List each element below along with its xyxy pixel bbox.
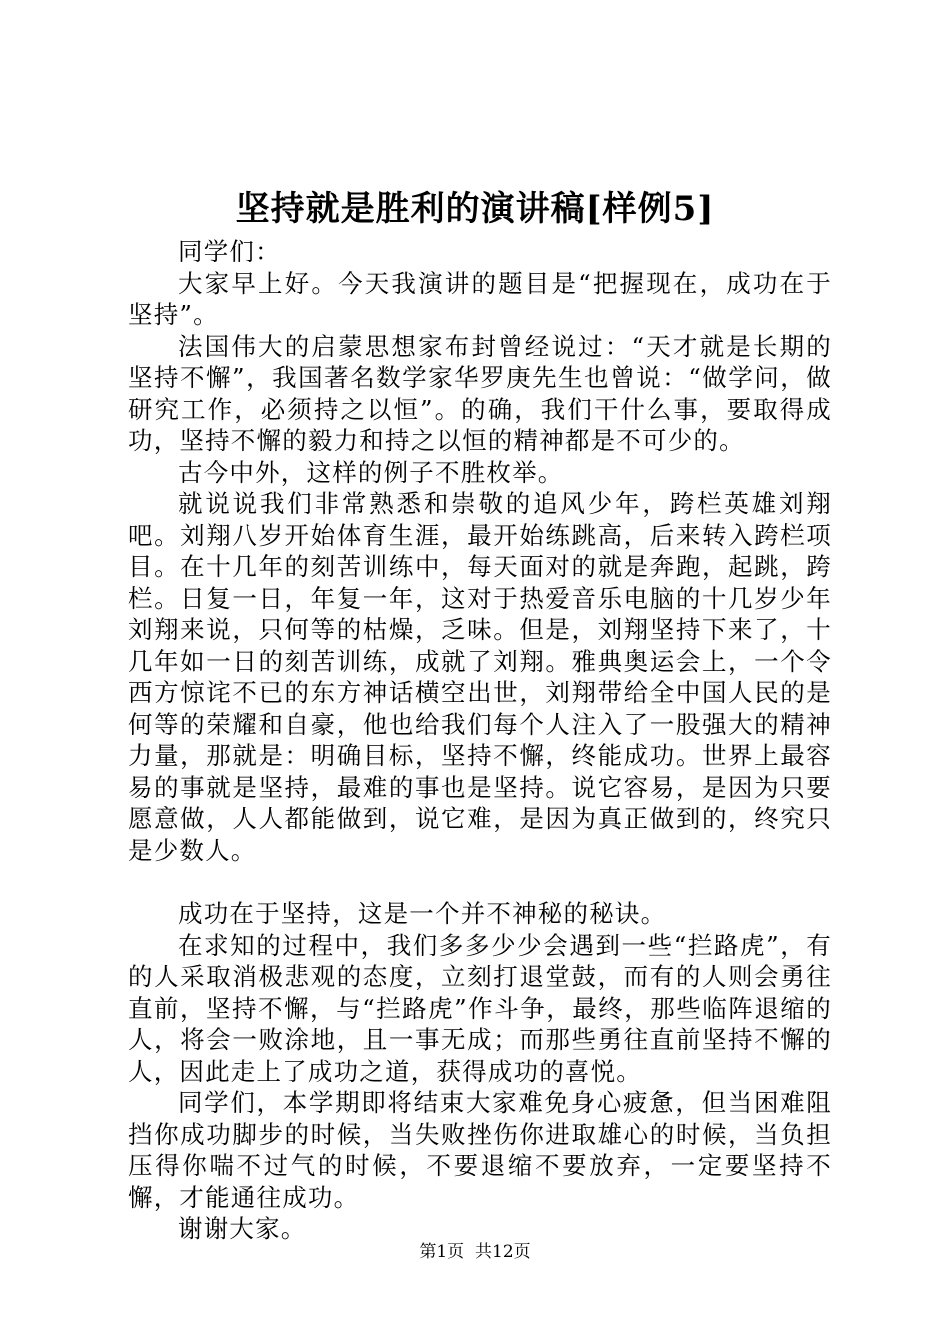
paragraph-quotes: 法国伟大的启蒙思想家布封曾经说过：“天才就是长期的坚持不懈”，我国著名数学家华罗庚先生也曾说：“做学问，做研究工作，必须持之以恒”。的确，我们干什么事，要取得成功，坚持不懈的毅力和持之以恒的精神都是不可少的。 bbox=[128, 331, 832, 455]
document-body bbox=[128, 236, 832, 1245]
document-title: 坚持就是胜利的演讲稿[样例5] bbox=[235, 189, 715, 229]
paragraph-liuxiang: 就说说我们非常熟悉和崇敬的追风少年，跨栏英雄刘翔吧。刘翔八岁开始体育生涯，最开始练跳高，后来转入跨栏项目。在十几年的刻苦训练中，每天面对的就是奔跑，起跳，跨栏。日复一日，年复一年，这对于热爱音乐电脑的十几岁少年刘翔来说，只何等的枯燥，乏味。但是，刘翔坚持下来了，十几年如一日的刻苦训练，成就了刘翔。雅典奥运会上，一个令西方惊诧不已的东方神话横空出世，刘翔带给全中国人民的是何等的荣耀和自豪，他也给我们每个人注入了一股强大的精神力量，那就是：明确目标，坚持不懈，终能成功。世界上最容易的事就是坚持，最难的事也是坚持。说它容易，是因为只要愿意做，人人都能做到，说它难，是因为真正做到的，终究只是少数人。 bbox=[128, 489, 832, 865]
paragraph-secret: 成功在于坚持，这是一个并不神秘的秘诀。 bbox=[178, 899, 667, 928]
page-footer bbox=[0, 1240, 950, 1264]
paragraph-encouragement: 同学们，本学期即将结束大家难免身心疲惫，但当困难阻挡你成功脚步的时候，当失败挫伤你进取雄心的时候，当负担压得你喘不过气的时候，不要退缩不要放弃，一定要坚持不懈，才能通往成功。 bbox=[128, 1088, 832, 1212]
paragraph-obstacles: 在求知的过程中，我们多多少少会遇到一些“拦路虎”，有的人采取消极悲观的态度，立刻打退堂鼓，而有的人则会勇往直前，坚持不懈，与“拦路虎”作斗争，最终，那些临阵退缩的人，将会一败涂地，且一事无成；而那些勇往直前坚持不懈的人，因此走上了成功之道，获得成功的喜悦。 bbox=[128, 930, 832, 1086]
page-total: 共12页 bbox=[475, 1242, 531, 1262]
paragraph-gap bbox=[128, 866, 832, 898]
page-number: 第1页 bbox=[419, 1242, 465, 1262]
paragraph-thanks: 谢谢大家。 bbox=[178, 1214, 307, 1243]
paragraph-greeting: 同学们： bbox=[178, 237, 281, 266]
paragraph-topic: 大家早上好。今天我演讲的题目是“把握现在，成功在于坚持”。 bbox=[128, 268, 832, 329]
paragraph-examples: 古今中外，这样的例子不胜枚举。 bbox=[178, 457, 564, 487]
